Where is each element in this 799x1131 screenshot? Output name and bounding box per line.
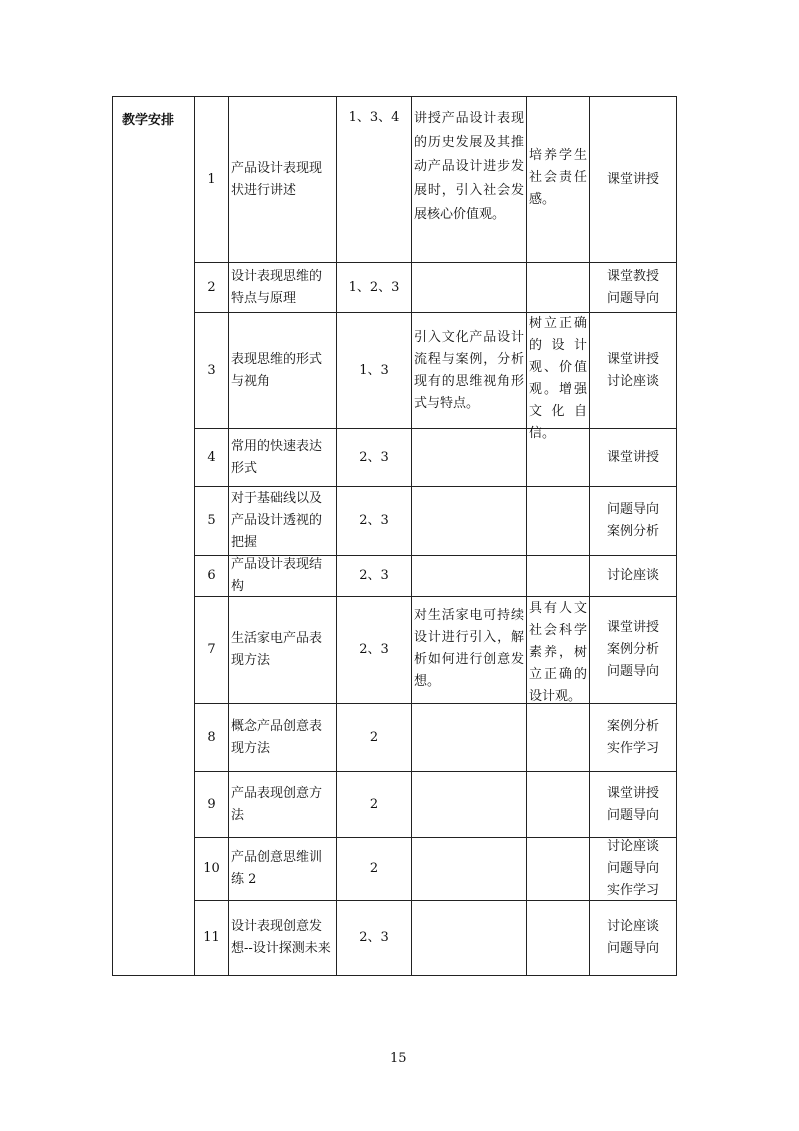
teaching-method: 讨论座谈 (606, 919, 659, 934)
teaching-method-cell (590, 487, 676, 555)
teaching-method: 问题导向 (606, 941, 659, 956)
teaching-method-cell (590, 556, 676, 596)
content-cell: 讲授产品设计表现的历史发展及其推动产品设计进步发展时，引入社会发展核心价值观。 (414, 111, 524, 222)
teaching-method-cell (590, 263, 676, 312)
topic-cell: 产品设计表现结构 (231, 557, 323, 594)
teaching-method: 课堂讲授 (606, 449, 659, 465)
teaching-method-cell (590, 313, 676, 428)
ideology-cell (527, 838, 589, 900)
ideology-cell (527, 263, 589, 312)
teaching-method-cell (590, 429, 676, 486)
content-cell (412, 556, 526, 596)
teaching-method: 实作学习 (606, 740, 659, 756)
row-number: 2 (207, 279, 216, 295)
goals-cell: 1、2、3 (348, 279, 400, 295)
ideology-cell: 具有人文社会科学素养，树立正确的设计观。 (529, 601, 587, 704)
teaching-method: 问题导向 (606, 861, 659, 876)
ideology-cell: 培养学生社会责任感。 (529, 148, 587, 207)
row-number: 7 (207, 642, 216, 657)
row-number: 11 (203, 930, 220, 945)
content-cell: 引入文化产品设计流程与案例，分析现有的思维视角形式与特点。 (414, 330, 524, 411)
teaching-method: 课堂讲授 (606, 171, 659, 187)
ideology-cell (527, 704, 589, 771)
teaching-method-cell (590, 704, 676, 771)
content-cell (412, 772, 526, 837)
teaching-method: 课堂讲授 (606, 351, 659, 367)
row-number: 6 (207, 568, 216, 583)
topic-cell: 表现思维的形式与视角 (231, 351, 323, 389)
section-label: 教学安排 (122, 113, 175, 128)
goals-cell: 2、3 (359, 513, 389, 528)
ideology-cell (527, 487, 589, 555)
ideology-cell (527, 556, 589, 596)
goals-cell: 1、3 (359, 362, 389, 378)
row-number: 8 (207, 729, 216, 745)
teaching-method: 案例分析 (606, 718, 659, 734)
teaching-method: 问题导向 (606, 290, 659, 306)
teaching-method: 讨论座谈 (606, 373, 659, 389)
content-cell (412, 487, 526, 555)
teaching-method: 案例分析 (606, 642, 659, 657)
goals-cell: 2、3 (359, 930, 389, 945)
content-cell: 对生活家电可持续设计进行引入，解析如何进行创意发想。 (414, 608, 524, 689)
column-border (676, 96, 677, 976)
teaching-method: 实作学习 (606, 883, 659, 898)
goals-cell: 2、3 (359, 642, 389, 657)
teaching-method: 讨论座谈 (606, 568, 659, 583)
content-cell (412, 429, 526, 486)
topic-cell: 产品表现创意方法 (231, 785, 323, 823)
teaching-method: 课堂讲授 (606, 620, 659, 635)
teaching-method: 讨论座谈 (606, 839, 659, 854)
topic-cell: 生活家电产品表现方法 (231, 631, 323, 668)
topic-cell: 概念产品创意表现方法 (231, 718, 323, 756)
content-cell (412, 263, 526, 312)
teaching-method-cell (590, 838, 676, 900)
teaching-method: 课堂教授 (606, 268, 659, 284)
row-number: 3 (207, 362, 216, 378)
goals-cell: 2 (369, 861, 379, 876)
teaching-method-cell (590, 772, 676, 837)
teaching-method: 问题导向 (606, 807, 659, 823)
row-number: 10 (203, 861, 220, 876)
content-cell (412, 838, 526, 900)
ideology-cell (527, 429, 589, 486)
teaching-method: 案例分析 (606, 524, 659, 539)
topic-cell: 对于基础线以及产品设计透视的把握 (231, 491, 323, 550)
row-number: 4 (207, 449, 216, 465)
goals-cell: 2 (369, 729, 379, 745)
teaching-method-cell (590, 901, 676, 975)
ideology-cell (527, 901, 589, 975)
topic-cell: 设计表现思维的特点与原理 (231, 268, 323, 306)
teaching-method: 课堂讲授 (606, 785, 659, 801)
row-number: 5 (207, 513, 216, 528)
topic-cell: 设计表现创意发想--设计探测未来 (231, 919, 331, 956)
teaching-method-cell (590, 97, 676, 262)
teaching-method-cell (590, 597, 676, 703)
goals-cell: 2 (369, 796, 379, 812)
row-number: 9 (207, 796, 216, 812)
ideology-cell (527, 772, 589, 837)
topic-cell: 产品创意思维训练 2 (231, 850, 323, 887)
content-cell (412, 704, 526, 771)
goals-cell: 2、3 (359, 449, 389, 465)
ideology-cell: 树立正确的设计观、价值观。增强文化自信。 (529, 316, 587, 441)
teaching-method: 问题导向 (606, 664, 659, 679)
goals-cell: 2、3 (359, 568, 389, 583)
row-number: 1 (207, 171, 216, 187)
page-number: 15 (390, 1051, 407, 1066)
column-border (112, 96, 113, 976)
row-border (112, 975, 677, 976)
topic-cell: 常用的快速表达形式 (231, 438, 323, 476)
topic-cell: 产品设计表现现状进行讲述 (231, 160, 323, 198)
goals-cell: 1、3、4 (348, 110, 400, 125)
content-cell (412, 901, 526, 975)
teaching-method: 问题导向 (606, 502, 659, 517)
